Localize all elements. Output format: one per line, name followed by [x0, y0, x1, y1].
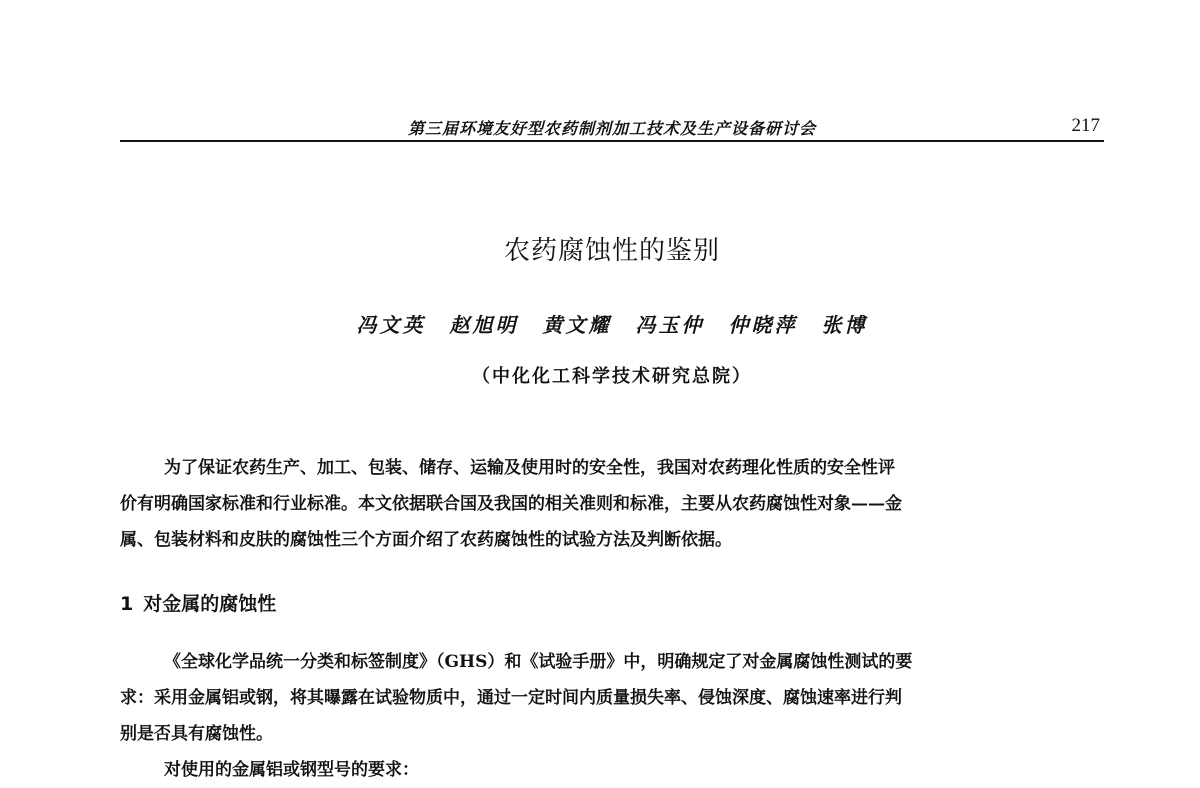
author-name: 赵旭明: [449, 313, 519, 337]
affiliation: （中化化工科学技术研究总院）: [472, 366, 752, 387]
abstract-line: 属、包装材料和皮肤的腐蚀性三个方面介绍了农药腐蚀性的试验方法及判断依据。: [120, 530, 732, 550]
body-line: 别是否具有腐蚀性。: [120, 724, 273, 744]
abstract-line: 为了保证农药生产、加工、包装、储存、运输及使用时的安全性，我国对农药理化性质的安全性评: [164, 458, 895, 478]
abstract-line: 价有明确国家标准和行业标准。本文依据联合国及我国的相关准则和标准，主要从农药腐蚀性对象——金: [120, 494, 902, 514]
author-list: [120, 309, 1104, 338]
body-line: 对使用的金属铝或钢型号的要求：: [164, 760, 419, 780]
body-line: 《全球化学品统一分类和标签制度》（GHS）和《试验手册》中，明确规定了对金属腐蚀性测试的要: [164, 652, 913, 672]
body-paragraph: [120, 644, 1104, 788]
section-title: 对金属的腐蚀性: [143, 593, 277, 615]
paper-title: 农药腐蚀性的鉴别: [503, 236, 720, 266]
author-name: 冯文英: [356, 313, 426, 337]
body-line: 求：采用金属铝或钢，将其曝露在试验物质中，通过一定时间内质量损失率、侵蚀深度、腐蚀速率进行判: [120, 688, 902, 708]
page-number: 217: [1071, 115, 1100, 136]
author-name: 张博: [821, 313, 868, 337]
section-heading: [120, 589, 276, 616]
author-name: 黄文耀: [542, 313, 612, 337]
section-number: 1: [120, 593, 134, 615]
abstract-paragraph: [120, 450, 1104, 558]
running-title: 第三届环境友好型农药制剂加工技术及生产设备研讨会: [407, 119, 816, 138]
running-header: [120, 116, 1104, 138]
header-rule: [120, 140, 1104, 142]
author-name: 冯玉仲: [635, 313, 705, 337]
author-name: 仲晓萍: [728, 313, 798, 337]
